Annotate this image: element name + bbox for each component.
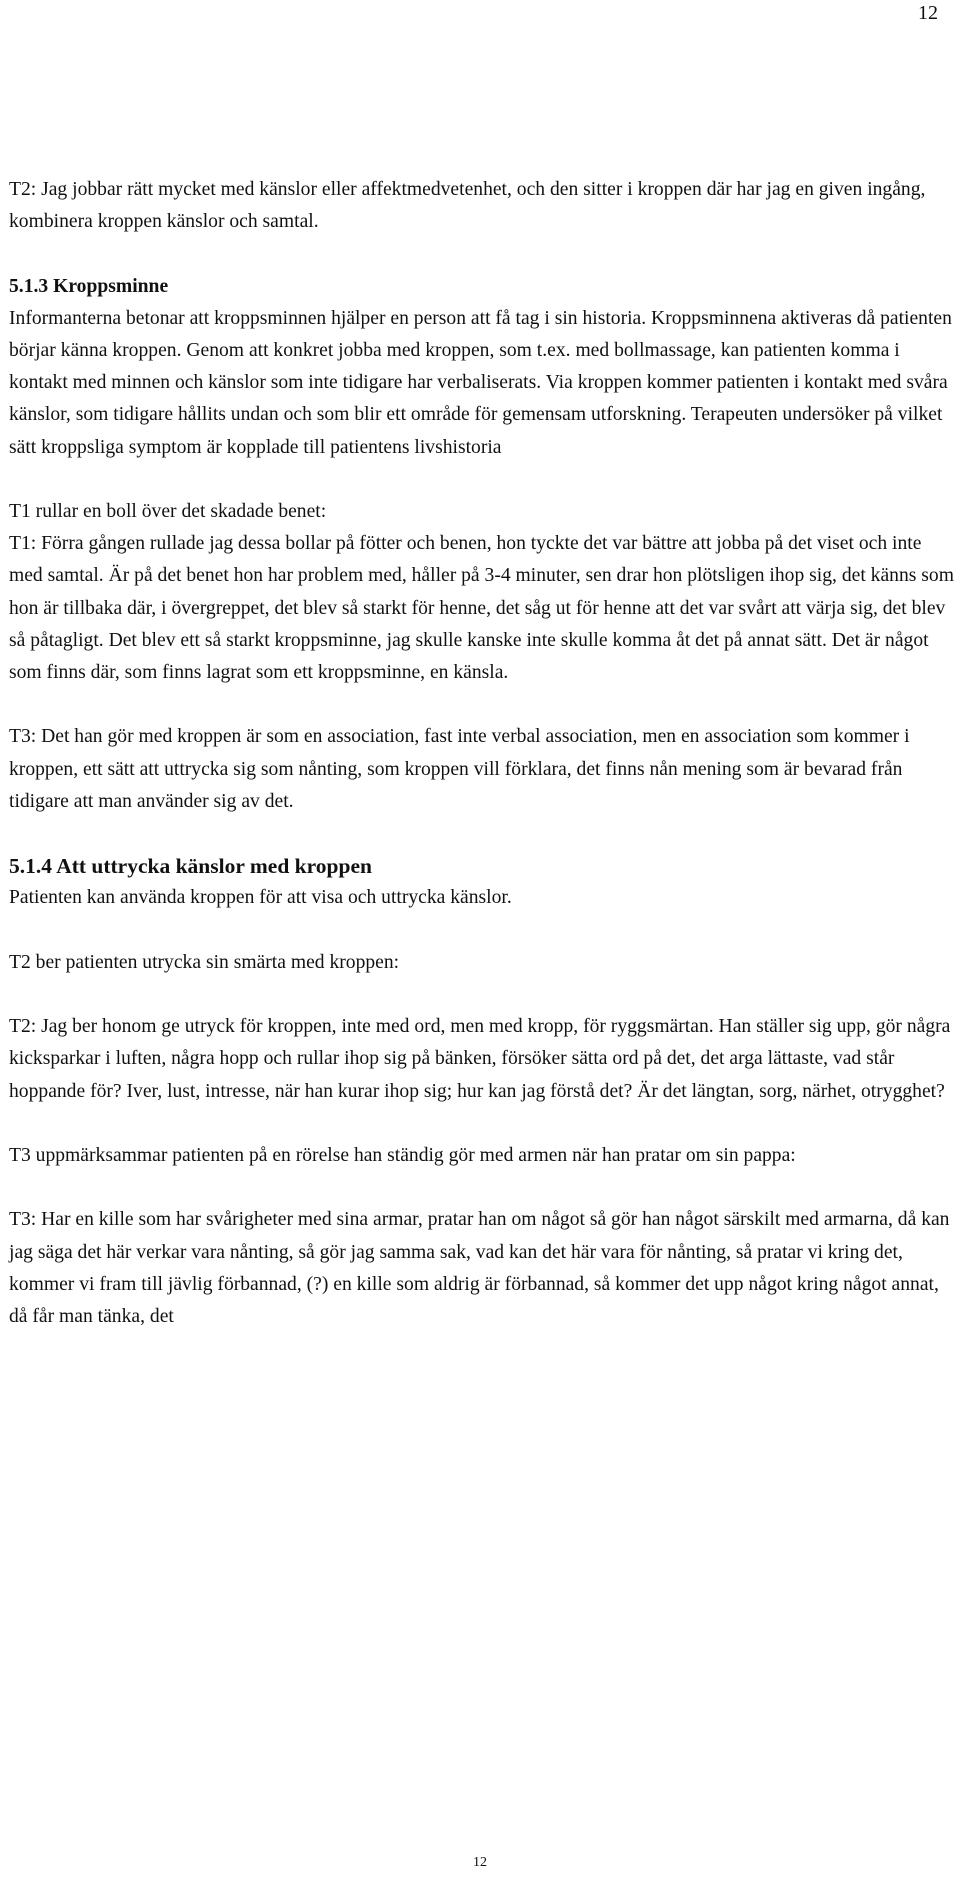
section-heading-kroppsminne: 5.1.3 Kroppsminne xyxy=(9,275,169,297)
section-kroppsminne xyxy=(9,271,954,464)
section-heading-uttrycka-kanslor: 5.1.4 Att uttrycka känslor med kroppen xyxy=(9,854,372,879)
page-number-bottom: 12 xyxy=(473,1855,487,1870)
section-text-uttrycka-kanslor: Patienten kan använda kroppen för att visa och uttrycka känslor. xyxy=(9,887,512,909)
paragraph-t1-intro: T1 rullar en boll över det skadade benet: xyxy=(9,501,327,522)
paragraph-t3-quote-2: T3: Har en kille som har svårigheter med sina armar, pratar han om något så gör han något särskilt med armarna, då kan jag säga det här verkar vara nånting, så gör jag samma sak, vad kan det här vara för nånting, så pratar vi kring det, kommer vi fram till jävlig förbannad, (?) en kille som aldrig är förbannad, så kommer det upp något kring något annat, då får man tänka, det xyxy=(9,1209,950,1327)
page-number-top: 12 xyxy=(918,2,938,24)
document-body xyxy=(9,174,954,1333)
section-uttrycka-kanslor xyxy=(9,850,954,914)
paragraph-t1-quote: T1: Förra gången rullade jag dessa bollar på fötter och benen, hon tyckte det var bättre att jobba på det viset och inte med samtal. Är på det benet hon har problem med, håller på 3-4 minuter, sen drar hon plötsligen ihop sig, det känns som hon är tillbaka där, i övergreppet, det blev så starkt för henne, det såg ut för henne att det var svårt att värja sig, det blev så påtagligt. Det blev ett så starkt kroppsminne, jag skulle kanske inte skulle komma åt det på annat sätt. Det är något som finns där, som finns lagrat som ett kroppsminne, en känsla. xyxy=(9,533,954,684)
paragraph-t2-quote: T2: Jag ber honom ge utryck för kroppen, inte med ord, men med kropp, för ryggsmärtan. Han ställer sig upp, gör några kicksparkar i luften, några hopp och rullar ihop sig på bänken, försöker sätta ord på det, det arga lättaste, vad står hoppande för? Iver, lust, intresse, när han kurar ihop sig; hur kan jag förstå det? Är det längtan, sorg, närhet, otrygghet? xyxy=(9,1016,951,1102)
paragraph-t2-intro: T2: Jag jobbar rätt mycket med känslor eller affektmedvetenhet, och den sitter i kroppen där har jag en given ingång, kombinera kroppen känslor och samtal. xyxy=(9,179,926,233)
paragraph-t3-intro: T3 uppmärksammar patienten på en rörelse han ständig gör med armen när han pratar om sin pappa: xyxy=(9,1144,796,1166)
paragraph-t2-intro-2: T2 ber patienten utrycka sin smärta med kroppen: xyxy=(9,951,400,973)
section-text-kroppsminne: Informanterna betonar att kroppsminnen hjälper en person att få tag i sin historia. Kroppsminnena aktiveras då patienten börjar känna kroppen. Genom att konkret jobba med kroppen, som t.ex. med bollmassage, kan patienten komma i kontakt med minnen och känslor som inte tidigare har verbaliserats. Via kroppen kommer patienten i kontakt med svåra känslor, som tidigare hållits undan och som blir ett område för gemensam utforskning. Terapeuten undersöker på vilket sätt kroppsliga symptom är kopplade till patientens livshistoria xyxy=(9,307,952,458)
paragraph-t3-quote: T3: Det han gör med kroppen är som en association, fast inte verbal association, men en association som kommer i kroppen, ett sätt att uttrycka sig som nånting, som kroppen vill förklara, det finns nån mening som är bevarad från tidigare att man använder sig av det. xyxy=(9,726,910,812)
